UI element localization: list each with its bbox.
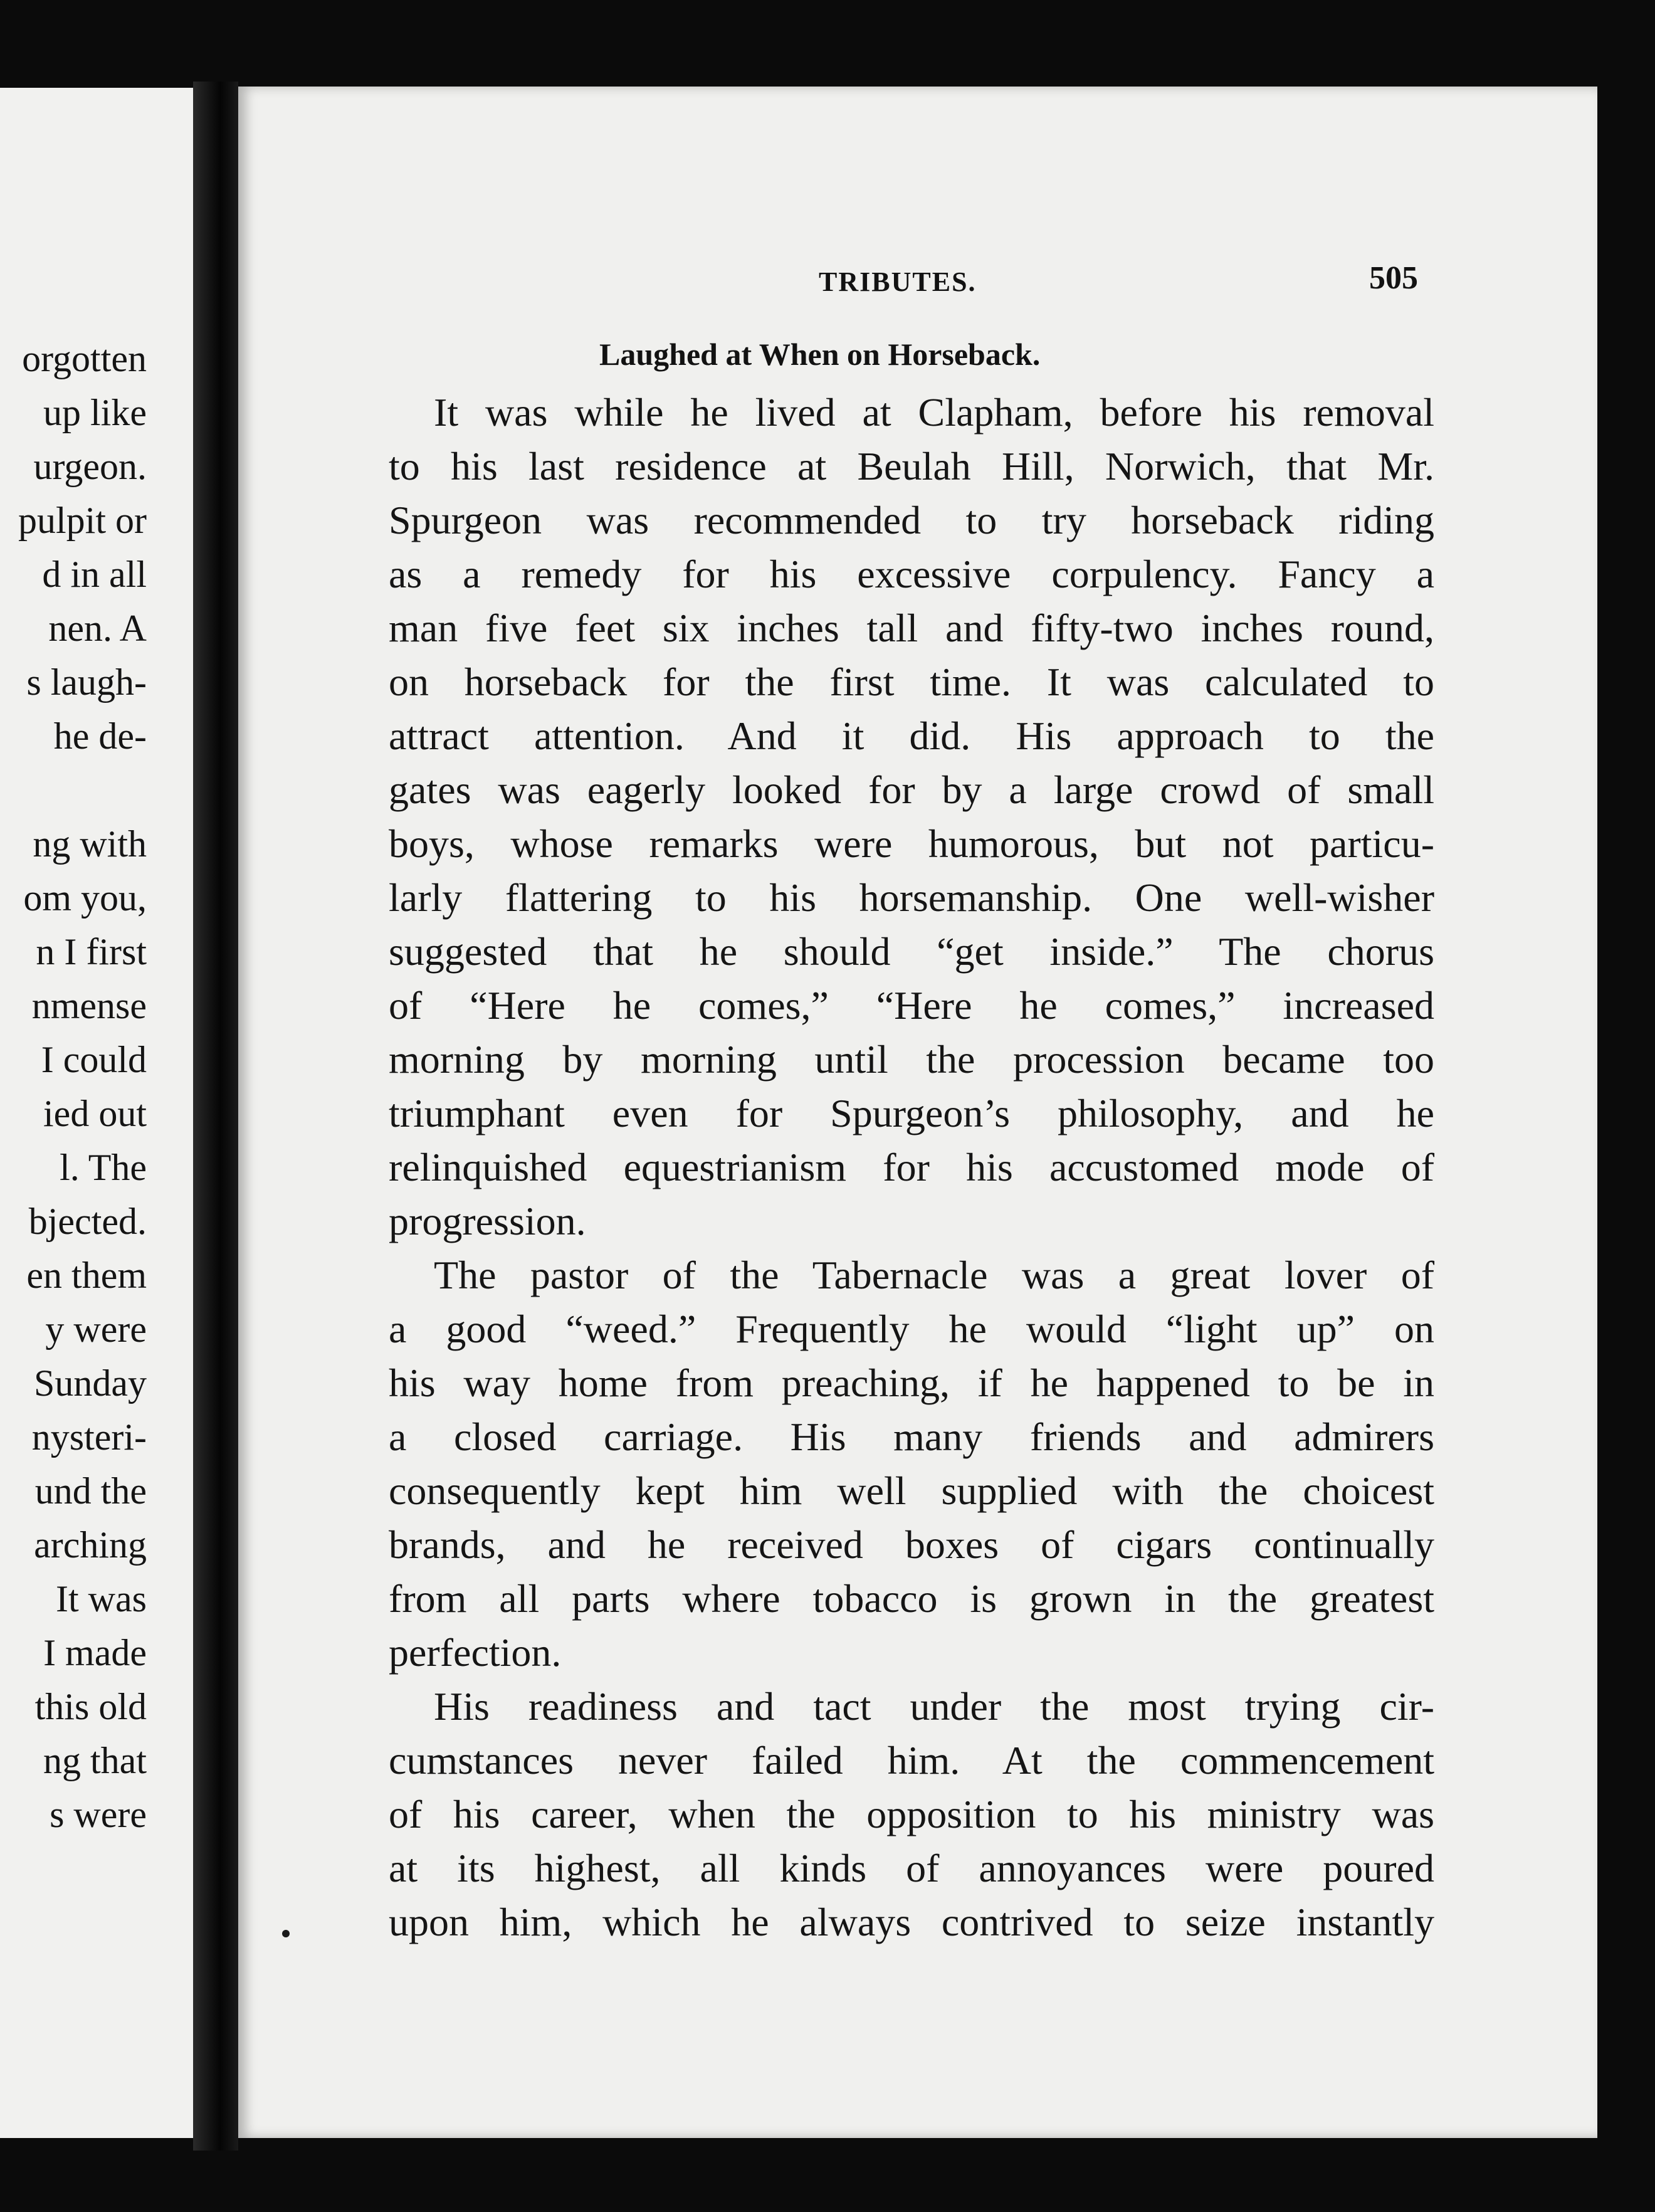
left-page	[0, 88, 193, 2138]
paragraph-1-line: larly flattering to his horsemanship. One well-wisher	[389, 875, 1434, 920]
paragraph-1-line: suggested that he should “get inside.” The chorus	[389, 929, 1434, 974]
paragraph-2-line: The pastor of the Tabernacle was a great lover of	[434, 1253, 1434, 1297]
paragraph-2-line: perfection.	[389, 1630, 562, 1675]
left-page-line: nen. A	[48, 608, 147, 649]
right-page	[238, 87, 1597, 2138]
paragraph-1-line: morning by morning until the procession became too	[389, 1037, 1434, 1082]
running-head: TRIBUTES.	[819, 266, 977, 297]
left-page-line: d in all	[42, 554, 147, 595]
left-page-line: s were	[50, 1794, 147, 1835]
left-page-line: bjected.	[28, 1201, 147, 1242]
left-page-line: arching	[34, 1524, 147, 1566]
left-page-line: l. The	[60, 1147, 147, 1188]
paragraph-2-line: brands, and he received boxes of cigars continually	[389, 1522, 1434, 1567]
left-page-line: It was	[56, 1578, 147, 1620]
paragraph-3-line: upon him, which he always contrived to seize instantly	[389, 1900, 1434, 1944]
left-page-line: urgeon.	[33, 446, 147, 487]
left-page-line: ied out	[43, 1093, 147, 1134]
paragraph-1-line: on horseback for the first time. It was calculated to	[389, 660, 1434, 704]
paragraph-2-line: from all parts where tobacco is grown in the greatest	[389, 1576, 1434, 1621]
left-page-line: up like	[43, 392, 147, 433]
paragraph-3-line: cumstances never failed him. At the commencement	[389, 1738, 1434, 1783]
paragraph-1-line: attract attention. And it did. His approach to the	[389, 714, 1434, 758]
ink-speck	[282, 1930, 290, 1937]
paragraph-1-line: to his last residence at Beulah Hill, Norwich, that Mr.	[389, 444, 1434, 488]
left-page-line: ng with	[33, 823, 147, 865]
paragraph-1-line: as a remedy for his excessive corpulency. Fancy a	[389, 552, 1434, 596]
left-page-line: I made	[43, 1632, 147, 1673]
paragraph-2-line: consequently kept him well supplied with the choicest	[389, 1468, 1434, 1513]
paragraph-3-line: His readiness and tact under the most trying cir-	[434, 1684, 1434, 1729]
left-page-line: nmense	[31, 985, 147, 1026]
paragraph-2-line: his way home from preaching, if he happened to be in	[389, 1361, 1434, 1405]
paragraph-1-line: triumphant even for Spurgeon’s philosophy, and he	[389, 1091, 1434, 1135]
paragraph-1-line: of “Here he comes,” “Here he comes,” increased	[389, 983, 1434, 1028]
paragraph-1-line: Spurgeon was recommended to try horseback riding	[389, 498, 1434, 542]
left-page-line: Sunday	[34, 1362, 147, 1404]
paragraph-1-line: It was while he lived at Clapham, before his removal	[434, 390, 1434, 434]
left-page-line: s laugh-	[26, 661, 147, 703]
paragraph-1-line: man five feet six inches tall and fifty-two inches round,	[389, 606, 1434, 650]
left-page-line: pulpit or	[18, 500, 147, 541]
paragraph-1-line: boys, whose remarks were humorous, but not particu-	[389, 821, 1434, 866]
left-page-line: y were	[45, 1309, 147, 1350]
left-page-line: und the	[34, 1470, 147, 1512]
paragraph-1-line: progression.	[389, 1199, 586, 1243]
book-gutter	[193, 82, 238, 2151]
left-page-line: ng that	[43, 1740, 147, 1781]
left-page-line: he de-	[53, 715, 147, 757]
left-page-line: en them	[26, 1255, 147, 1296]
paragraph-1-line: gates was eagerly looked for by a large crowd of small	[389, 767, 1434, 812]
paragraph-1-line: relinquished equestrianism for his accustomed mode of	[389, 1145, 1434, 1189]
page-number: 505	[1369, 260, 1418, 296]
left-page-line: I could	[41, 1039, 147, 1080]
paragraph-2-line: a closed carriage. His many friends and admirers	[389, 1414, 1434, 1459]
section-heading: Laughed at When on Horseback.	[599, 337, 1041, 372]
left-page-line: orgotten	[22, 338, 147, 379]
left-page-line: this old	[34, 1686, 147, 1727]
paragraph-3-line: at its highest, all kinds of annoyances were poured	[389, 1846, 1434, 1890]
left-page-line: om you,	[23, 877, 147, 919]
paragraph-2-line: a good “weed.” Frequently he would “light up” on	[389, 1307, 1434, 1351]
paragraph-3-line: of his career, when the opposition to his ministry was	[389, 1792, 1434, 1836]
left-page-line: nysteri-	[31, 1416, 147, 1458]
left-page-line: n I first	[36, 931, 147, 972]
